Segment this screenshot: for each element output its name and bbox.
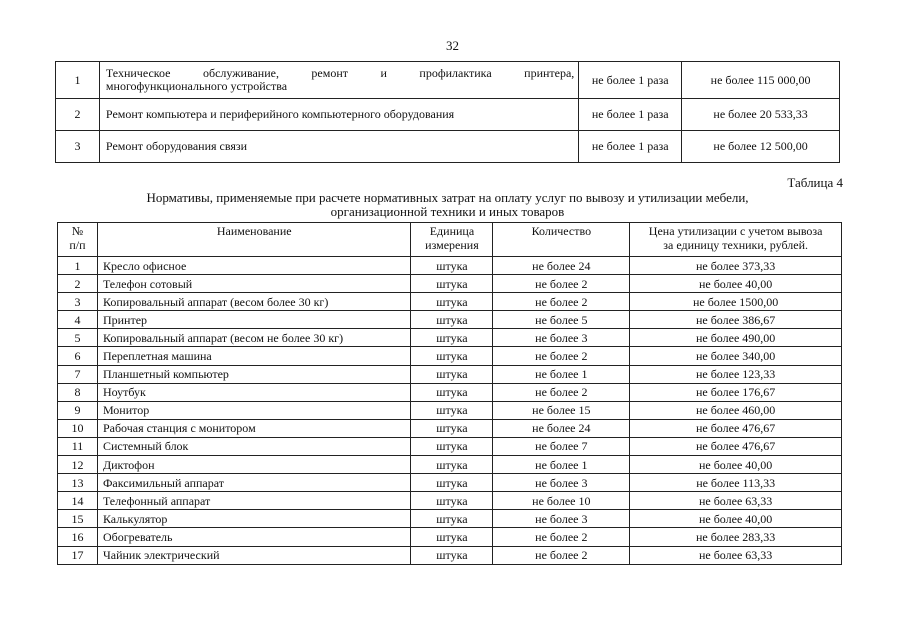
service-frequency: не более 1 раза [579,131,682,163]
item-price: не более 63,33 [630,492,842,510]
row-number: 1 [56,62,100,99]
item-unit: штука [411,437,493,455]
header-unit-line-2: измерения [425,238,479,252]
item-price: не более 386,67 [630,311,842,329]
row-number: 16 [58,528,98,546]
table-row [58,546,842,564]
table-row [58,347,842,365]
item-price: не более 476,67 [630,419,842,437]
item-name: Принтер [97,311,411,329]
item-name: Факсимильный аппарат [97,474,411,492]
table-row [58,293,842,311]
item-price: не более 283,33 [630,528,842,546]
table-row [58,474,842,492]
table-header [58,223,842,257]
item-name: Копировальный аппарат (весом более 30 кг) [97,293,411,311]
item-quantity: не более 3 [493,474,630,492]
item-quantity: не более 1 [493,456,630,474]
table-row [56,131,840,163]
table-row [56,99,840,131]
table-row [58,383,842,401]
item-price: не более 1500,00 [630,293,842,311]
item-unit: штука [411,474,493,492]
row-number: 10 [58,419,98,437]
service-frequency: не более 1 раза [579,62,682,99]
row-number: 14 [58,492,98,510]
item-name: Монитор [97,401,411,419]
table-row [58,437,842,455]
item-unit: штука [411,456,493,474]
header-row [58,223,842,257]
service-name [99,62,578,99]
row-number: 3 [58,293,98,311]
row-number: 1 [58,257,98,275]
row-number: 4 [58,311,98,329]
item-quantity: не более 10 [493,492,630,510]
item-quantity: не более 15 [493,401,630,419]
item-quantity: не более 1 [493,365,630,383]
item-name: Системный блок [97,437,411,455]
item-price: не более 113,33 [630,474,842,492]
service-price: не более 12 500,00 [682,131,840,163]
item-name: Чайник электрический [97,546,411,564]
header-price-line-1: Цена утилизации с учетом вывоза [648,224,823,238]
item-quantity: не более 5 [493,311,630,329]
item-price: не более 490,00 [630,329,842,347]
item-unit: штука [411,329,493,347]
row-number: 8 [58,383,98,401]
header-num [58,223,98,257]
service-name [99,131,578,163]
item-price: не более 40,00 [630,275,842,293]
item-name: Планшетный компьютер [97,365,411,383]
item-price: не более 460,00 [630,401,842,419]
row-number: 6 [58,347,98,365]
item-quantity: не более 2 [493,546,630,564]
table-title [55,191,840,219]
item-price: не более 373,33 [630,257,842,275]
service-price: не более 20 533,33 [682,99,840,131]
table-row [58,257,842,275]
item-quantity: не более 3 [493,329,630,347]
item-name: Переплетная машина [97,347,411,365]
item-unit: штука [411,311,493,329]
row-number: 17 [58,546,98,564]
item-name: Диктофон [97,456,411,474]
services-table-body [56,62,840,163]
item-unit: штука [411,293,493,311]
service-name-line-2: многофункционального устройства [105,79,288,93]
service-name-line-1: Ремонт оборудования связи [105,139,248,153]
item-price: не более 123,33 [630,365,842,383]
item-price: не более 63,33 [630,546,842,564]
item-quantity: не более 24 [493,257,630,275]
header-num-line-2: п/п [69,238,86,252]
table-row [58,419,842,437]
item-quantity: не более 2 [493,293,630,311]
item-unit: штука [411,528,493,546]
item-price: не более 340,00 [630,347,842,365]
item-name: Ноутбук [97,383,411,401]
item-name: Рабочая станция с монитором [97,419,411,437]
item-quantity: не более 24 [493,419,630,437]
row-number: 2 [56,99,100,131]
services-table [55,61,840,163]
row-number: 15 [58,510,98,528]
table-row [58,492,842,510]
item-quantity: не более 2 [493,275,630,293]
service-name-line-1: Ремонт компьютера и периферийного компьютерного оборудования [105,107,455,121]
table-title-line-1: Нормативы, применяемые при расчете нормативных затрат на оплату услуг по вывозу и утилизации мебели, [146,190,749,205]
row-number: 13 [58,474,98,492]
disposal-norms-table [57,222,842,565]
row-number: 3 [56,131,100,163]
item-quantity: не более 2 [493,347,630,365]
header-unit [411,223,493,257]
row-number: 9 [58,401,98,419]
item-unit: штука [411,401,493,419]
item-quantity: не более 3 [493,510,630,528]
item-unit: штука [411,383,493,401]
header-qty [493,223,630,257]
item-name: Обогреватель [97,528,411,546]
item-name: Кресло офисное [97,257,411,275]
table-row [58,329,842,347]
service-name [99,99,578,131]
item-price: не более 40,00 [630,510,842,528]
row-number: 2 [58,275,98,293]
table-row [58,528,842,546]
item-price: не более 476,67 [630,437,842,455]
table-row [58,510,842,528]
item-unit: штука [411,419,493,437]
service-frequency: не более 1 раза [579,99,682,131]
item-quantity: не более 7 [493,437,630,455]
header-price-line-2: за единицу техники, рублей. [663,238,809,252]
item-unit: штука [411,510,493,528]
item-price: не более 176,67 [630,383,842,401]
item-unit: штука [411,365,493,383]
table-label: Таблица 4 [787,175,843,190]
item-name: Телефонный аппарат [97,492,411,510]
item-unit: штука [411,492,493,510]
table-title-line-2: организационной техники и иных товаров [330,204,565,219]
table-row [58,365,842,383]
row-number: 7 [58,365,98,383]
header-qty-text: Количество [531,224,592,238]
header-name-text: Наименование [216,224,292,238]
row-number: 12 [58,456,98,474]
item-price: не более 40,00 [630,456,842,474]
table-row [56,62,840,99]
row-number: 5 [58,329,98,347]
header-unit-line-1: Единица [429,224,475,238]
item-name: Копировальный аппарат (весом не более 30 кг) [97,329,411,347]
table-row [58,311,842,329]
table-row [58,275,842,293]
item-unit: штука [411,546,493,564]
table-row [58,401,842,419]
service-price: не более 115 000,00 [682,62,840,99]
item-quantity: не более 2 [493,383,630,401]
item-unit: штука [411,257,493,275]
table-body [58,257,842,565]
header-price [630,223,842,257]
item-name: Калькулятор [97,510,411,528]
item-unit: штука [411,347,493,365]
table-row [58,456,842,474]
row-number: 11 [58,437,98,455]
item-quantity: не более 2 [493,528,630,546]
item-name: Телефон сотовый [97,275,411,293]
header-name [97,223,411,257]
page-number: 32 [446,38,459,53]
item-unit: штука [411,275,493,293]
header-num-line-1: № [71,224,84,238]
service-name-line-1: Техническое обслуживание, ремонт и профилактика принтера, [105,66,575,80]
